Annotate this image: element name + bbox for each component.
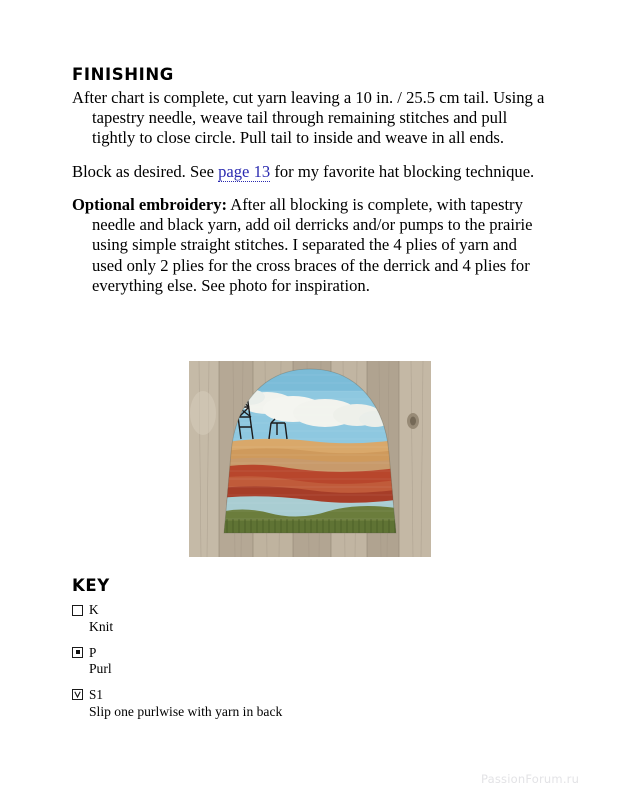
- key-section: [72, 576, 532, 720]
- key-description-purl: Purl: [89, 661, 112, 677]
- key-abbr-knit: K: [89, 602, 99, 618]
- paragraph-2-text-before-link: Block as desired. See: [72, 161, 219, 181]
- key-row-knit: [72, 603, 532, 617]
- checked-square-icon: [72, 689, 83, 700]
- project-photo: [189, 361, 431, 557]
- check-mark-glyph: [73, 690, 82, 699]
- finishing-paragraph-2: [72, 162, 546, 182]
- key-item-slip: [72, 688, 532, 720]
- key-abbr-purl: P: [89, 644, 97, 660]
- key-row-slip: [72, 688, 532, 702]
- finishing-paragraph-1: After chart is complete, cut yarn leaving a 10 in. / 25.5 cm tail. Using a tapestry needle, weave tail through remaining stitches and pull tightly to close circle. Pull tail to inside and weave in all ends.: [72, 87, 545, 148]
- site-watermark: PassionForum.ru: [481, 772, 580, 786]
- optional-embroidery-text: After all blocking is complete, with tapestry needle and black yarn, add oil derricks and/or pumps to the prairie using simple straight stitches. I separated the 4 plies of yarn and used only 2 plies for the cross braces of the derrick and 4 plies for everything else. See photo for inspiration.: [92, 194, 533, 295]
- key-item-knit: [72, 603, 532, 635]
- page-13-link[interactable]: page 13: [218, 161, 271, 181]
- key-heading: KEY: [72, 576, 110, 595]
- finishing-section: [72, 66, 546, 296]
- optional-embroidery-label: Optional embroidery:: [72, 194, 228, 214]
- paragraph-2-text-after-link: for my favorite hat blocking technique.: [270, 161, 535, 181]
- key-abbr-slip: S1: [89, 687, 103, 703]
- dotted-square-icon: [72, 647, 83, 658]
- empty-square-icon: [72, 605, 83, 616]
- key-description-knit: Knit: [89, 619, 114, 634]
- hat-photograph-image: [189, 361, 431, 557]
- optional-embroidery-paragraph: [72, 195, 546, 296]
- hat-photo-illustration: [189, 361, 431, 557]
- key-item-purl: [72, 645, 532, 677]
- page-title: FINISHING: [72, 65, 174, 84]
- key-description-slip: Slip one purlwise with yarn in back: [89, 703, 283, 719]
- key-row-purl: [72, 645, 532, 659]
